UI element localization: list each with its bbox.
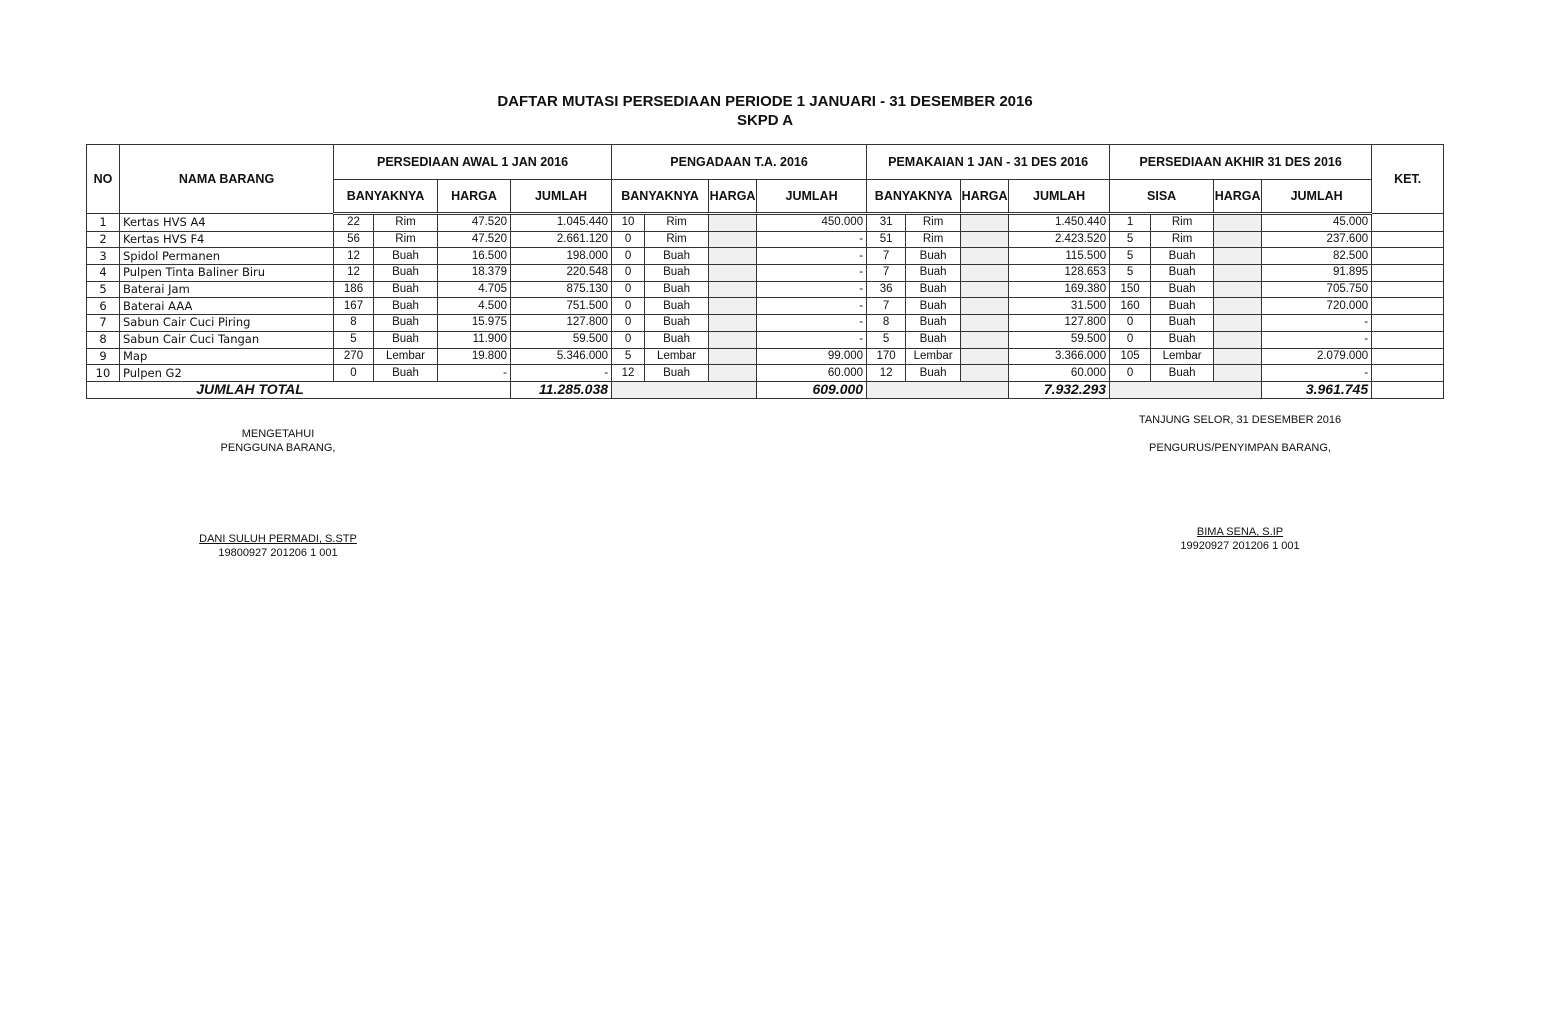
row-nama-barang: Sabun Cair Cuci Tangan <box>120 331 334 348</box>
header-pengadaan-banyaknya: BANYAKNYA <box>612 180 709 214</box>
row-awal-jumlah: 59.500 <box>511 331 612 348</box>
row-awal-qty: 186 <box>334 281 374 298</box>
row-ket <box>1372 298 1444 315</box>
row-pemakaian-unit: Buah <box>906 331 961 348</box>
row-pengadaan-qty: 0 <box>612 248 645 265</box>
row-pemakaian-unit: Buah <box>906 281 961 298</box>
row-pemakaian-jumlah: 115.500 <box>1009 248 1110 265</box>
row-akhir-unit: Buah <box>1151 281 1214 298</box>
row-pengadaan-harga <box>709 231 757 248</box>
row-akhir-harga <box>1214 281 1262 298</box>
row-akhir-jumlah: 237.600 <box>1262 231 1372 248</box>
row-awal-unit: Lembar <box>374 348 438 365</box>
total-row <box>87 381 1444 398</box>
row-ket <box>1372 365 1444 382</box>
row-nama-barang: Pulpen Tinta Baliner Biru <box>120 265 334 282</box>
total-pemakaian-blank <box>867 381 1009 398</box>
row-no: 9 <box>87 348 120 365</box>
row-akhir-harga <box>1214 315 1262 332</box>
table-row <box>87 298 1444 315</box>
row-awal-unit: Buah <box>374 365 438 382</box>
row-akhir-jumlah: 82.500 <box>1262 248 1372 265</box>
header-akhir-sisa: SISA <box>1110 180 1214 214</box>
header-persediaan-awal: PERSEDIAAN AWAL 1 JAN 2016 <box>334 145 612 180</box>
row-pengadaan-unit: Buah <box>645 265 709 282</box>
row-akhir-harga <box>1214 348 1262 365</box>
row-awal-unit: Buah <box>374 281 438 298</box>
row-akhir-qty: 0 <box>1110 315 1151 332</box>
row-akhir-harga <box>1214 365 1262 382</box>
row-nama-barang: Baterai Jam <box>120 281 334 298</box>
header-persediaan-akhir: PERSEDIAAN AKHIR 31 DES 2016 <box>1110 145 1372 180</box>
header-ket: KET. <box>1372 145 1444 214</box>
header-awal-harga: HARGA <box>438 180 511 214</box>
row-pengadaan-unit: Rim <box>645 214 709 232</box>
row-pengadaan-unit: Lembar <box>645 348 709 365</box>
total-ket <box>1372 381 1444 398</box>
row-pengadaan-jumlah: - <box>757 248 867 265</box>
row-pengadaan-jumlah: - <box>757 315 867 332</box>
row-pemakaian-unit: Rim <box>906 231 961 248</box>
row-awal-jumlah: 875.130 <box>511 281 612 298</box>
row-akhir-qty: 5 <box>1110 265 1151 282</box>
row-awal-qty: 5 <box>334 331 374 348</box>
row-awal-unit: Rim <box>374 214 438 232</box>
row-akhir-jumlah: - <box>1262 331 1372 348</box>
row-akhir-jumlah: 2.079.000 <box>1262 348 1372 365</box>
row-pemakaian-unit: Rim <box>906 214 961 232</box>
row-akhir-harga <box>1214 214 1262 232</box>
row-pengadaan-harga <box>709 365 757 382</box>
row-pemakaian-qty: 51 <box>867 231 906 248</box>
row-ket <box>1372 281 1444 298</box>
table-row <box>87 265 1444 282</box>
row-pengadaan-harga <box>709 281 757 298</box>
row-pengadaan-jumlah: - <box>757 231 867 248</box>
header-no: NO <box>87 145 120 214</box>
total-pengadaan-jumlah: 609.000 <box>757 381 867 398</box>
row-akhir-harga <box>1214 298 1262 315</box>
table-row <box>87 231 1444 248</box>
row-akhir-unit: Lembar <box>1151 348 1214 365</box>
row-awal-jumlah: 127.800 <box>511 315 612 332</box>
row-ket <box>1372 331 1444 348</box>
row-akhir-qty: 105 <box>1110 348 1151 365</box>
row-pengadaan-unit: Buah <box>645 315 709 332</box>
document-subtitle: SKPD A <box>736 112 794 129</box>
row-pengadaan-qty: 10 <box>612 214 645 232</box>
row-awal-jumlah: 2.661.120 <box>511 231 612 248</box>
header-pengadaan-jumlah: JUMLAH <box>757 180 867 214</box>
row-pemakaian-jumlah: 31.500 <box>1009 298 1110 315</box>
header-pengadaan: PENGADAAN T.A. 2016 <box>612 145 867 180</box>
row-ket <box>1372 214 1444 232</box>
row-no: 4 <box>87 265 120 282</box>
row-pemakaian-jumlah: 1.450.440 <box>1009 214 1110 232</box>
header-akhir-harga: HARGA <box>1214 180 1262 214</box>
row-akhir-qty: 160 <box>1110 298 1151 315</box>
row-pemakaian-jumlah: 127.800 <box>1009 315 1110 332</box>
row-awal-qty: 270 <box>334 348 374 365</box>
row-pengadaan-qty: 0 <box>612 231 645 248</box>
row-pemakaian-unit: Buah <box>906 265 961 282</box>
row-akhir-unit: Buah <box>1151 298 1214 315</box>
total-pengadaan-blank <box>612 381 757 398</box>
row-awal-unit: Buah <box>374 298 438 315</box>
header-pemakaian: PEMAKAIAN 1 JAN - 31 DES 2016 <box>867 145 1110 180</box>
row-akhir-jumlah: 45.000 <box>1262 214 1372 232</box>
row-akhir-qty: 5 <box>1110 231 1151 248</box>
row-pengadaan-qty: 0 <box>612 265 645 282</box>
row-nama-barang: Baterai AAA <box>120 298 334 315</box>
row-no: 1 <box>87 214 120 232</box>
table-row <box>87 214 1444 232</box>
row-pemakaian-harga <box>961 214 1009 232</box>
row-pengadaan-harga <box>709 315 757 332</box>
row-pengadaan-harga <box>709 265 757 282</box>
row-pemakaian-unit: Buah <box>906 248 961 265</box>
row-awal-harga: 16.500 <box>438 248 511 265</box>
row-awal-jumlah: 751.500 <box>511 298 612 315</box>
row-awal-unit: Buah <box>374 248 438 265</box>
row-pengadaan-jumlah: - <box>757 265 867 282</box>
row-pemakaian-jumlah: 59.500 <box>1009 331 1110 348</box>
row-awal-qty: 56 <box>334 231 374 248</box>
row-awal-jumlah: 5.346.000 <box>511 348 612 365</box>
header-pemakaian-harga: HARGA <box>961 180 1009 214</box>
row-akhir-unit: Buah <box>1151 315 1214 332</box>
row-akhir-qty: 0 <box>1110 331 1151 348</box>
signature-left-line1: MENGETAHUI <box>241 428 315 440</box>
row-akhir-harga <box>1214 331 1262 348</box>
row-pemakaian-harga <box>961 281 1009 298</box>
row-awal-jumlah: 1.045.440 <box>511 214 612 232</box>
header-pengadaan-harga: HARGA <box>709 180 757 214</box>
table-row <box>87 281 1444 298</box>
row-ket <box>1372 248 1444 265</box>
total-pemakaian-jumlah: 7.932.293 <box>1009 381 1110 398</box>
row-pengadaan-unit: Rim <box>645 231 709 248</box>
row-pemakaian-qty: 7 <box>867 298 906 315</box>
row-pengadaan-unit: Buah <box>645 298 709 315</box>
row-awal-harga: 4.705 <box>438 281 511 298</box>
header-akhir-jumlah: JUMLAH <box>1262 180 1372 214</box>
total-akhir-jumlah: 3.961.745 <box>1262 381 1372 398</box>
row-awal-unit: Rim <box>374 231 438 248</box>
row-awal-unit: Buah <box>374 315 438 332</box>
row-pengadaan-qty: 12 <box>612 365 645 382</box>
row-pengadaan-harga <box>709 248 757 265</box>
row-pemakaian-qty: 170 <box>867 348 906 365</box>
row-pemakaian-harga <box>961 315 1009 332</box>
row-pengadaan-qty: 0 <box>612 331 645 348</box>
row-awal-qty: 12 <box>334 265 374 282</box>
row-nama-barang: Kertas HVS A4 <box>120 214 334 232</box>
total-akhir-blank <box>1110 381 1262 398</box>
row-akhir-jumlah: - <box>1262 365 1372 382</box>
row-awal-qty: 8 <box>334 315 374 332</box>
table-row <box>87 365 1444 382</box>
row-pemakaian-harga <box>961 265 1009 282</box>
total-awal-jumlah: 11.285.038 <box>511 381 612 398</box>
row-akhir-qty: 5 <box>1110 248 1151 265</box>
row-ket <box>1372 265 1444 282</box>
row-akhir-qty: 0 <box>1110 365 1151 382</box>
row-ket <box>1372 315 1444 332</box>
signature-left-line2: PENGGUNA BARANG, <box>220 442 336 454</box>
table-row <box>87 331 1444 348</box>
row-awal-harga: 4.500 <box>438 298 511 315</box>
row-akhir-unit: Buah <box>1151 248 1214 265</box>
row-awal-unit: Buah <box>374 265 438 282</box>
row-awal-harga: 47.520 <box>438 231 511 248</box>
row-akhir-unit: Rim <box>1151 214 1214 232</box>
row-pemakaian-jumlah: 60.000 <box>1009 365 1110 382</box>
row-nama-barang: Map <box>120 348 334 365</box>
row-nama-barang: Kertas HVS F4 <box>120 231 334 248</box>
row-akhir-harga <box>1214 231 1262 248</box>
row-awal-qty: 167 <box>334 298 374 315</box>
row-pengadaan-harga <box>709 298 757 315</box>
row-akhir-harga <box>1214 265 1262 282</box>
signature-right <box>1120 413 1360 553</box>
row-pemakaian-harga <box>961 348 1009 365</box>
row-pemakaian-harga <box>961 365 1009 382</box>
row-pemakaian-jumlah: 2.423.520 <box>1009 231 1110 248</box>
row-pemakaian-jumlah: 169.380 <box>1009 281 1110 298</box>
row-no: 10 <box>87 365 120 382</box>
document-title: DAFTAR MUTASI PERSEDIAAN PERIODE 1 JANUARI - 31 DESEMBER 2016 <box>497 93 1033 110</box>
header-awal-banyaknya: BANYAKNYA <box>334 180 438 214</box>
row-akhir-unit: Rim <box>1151 231 1214 248</box>
row-awal-harga: 15.975 <box>438 315 511 332</box>
row-pemakaian-jumlah: 128.653 <box>1009 265 1110 282</box>
signature-left <box>178 427 378 560</box>
row-pemakaian-qty: 7 <box>867 248 906 265</box>
row-pemakaian-harga <box>961 298 1009 315</box>
row-akhir-jumlah: 720.000 <box>1262 298 1372 315</box>
row-awal-qty: 0 <box>334 365 374 382</box>
header-pemakaian-banyaknya: BANYAKNYA <box>867 180 961 214</box>
row-pengadaan-jumlah: 450.000 <box>757 214 867 232</box>
row-awal-harga: 47.520 <box>438 214 511 232</box>
row-awal-harga: 18.379 <box>438 265 511 282</box>
row-nama-barang: Sabun Cair Cuci Piring <box>120 315 334 332</box>
row-pemakaian-harga <box>961 231 1009 248</box>
row-no: 3 <box>87 248 120 265</box>
row-pemakaian-unit: Buah <box>906 298 961 315</box>
row-pemakaian-qty: 31 <box>867 214 906 232</box>
signature-left-name: DANI SULUH PERMADI, S.STP <box>199 533 357 545</box>
row-pengadaan-jumlah: - <box>757 331 867 348</box>
row-pengadaan-unit: Buah <box>645 248 709 265</box>
header-awal-jumlah: JUMLAH <box>511 180 612 214</box>
row-ket <box>1372 348 1444 365</box>
row-pemakaian-unit: Buah <box>906 365 961 382</box>
row-no: 5 <box>87 281 120 298</box>
row-awal-harga: - <box>438 365 511 382</box>
row-pengadaan-jumlah: - <box>757 298 867 315</box>
table-row <box>87 315 1444 332</box>
row-pengadaan-unit: Buah <box>645 281 709 298</box>
row-akhir-qty: 1 <box>1110 214 1151 232</box>
signature-right-place-date: TANJUNG SELOR, 31 DESEMBER 2016 <box>1138 414 1342 426</box>
row-awal-qty: 12 <box>334 248 374 265</box>
inventory-mutation-table <box>86 144 1444 399</box>
total-label: JUMLAH TOTAL <box>87 381 511 398</box>
row-awal-harga: 11.900 <box>438 331 511 348</box>
row-awal-unit: Buah <box>374 331 438 348</box>
row-akhir-jumlah: 91.895 <box>1262 265 1372 282</box>
row-pengadaan-harga <box>709 331 757 348</box>
row-pengadaan-harga <box>709 348 757 365</box>
row-pemakaian-qty: 12 <box>867 365 906 382</box>
row-pengadaan-qty: 0 <box>612 298 645 315</box>
row-pemakaian-harga <box>961 248 1009 265</box>
row-pengadaan-harga <box>709 214 757 232</box>
row-awal-jumlah: 198.000 <box>511 248 612 265</box>
signature-right-name: BIMA SENA, S.IP <box>1196 526 1284 538</box>
row-ket <box>1372 231 1444 248</box>
row-pengadaan-unit: Buah <box>645 331 709 348</box>
row-pengadaan-unit: Buah <box>645 365 709 382</box>
row-pemakaian-qty: 8 <box>867 315 906 332</box>
row-pengadaan-qty: 0 <box>612 315 645 332</box>
table-row <box>87 348 1444 365</box>
row-nama-barang: Pulpen G2 <box>120 365 334 382</box>
row-pemakaian-unit: Lembar <box>906 348 961 365</box>
row-pemakaian-qty: 7 <box>867 265 906 282</box>
header-pemakaian-jumlah: JUMLAH <box>1009 180 1110 214</box>
row-pemakaian-unit: Buah <box>906 315 961 332</box>
row-akhir-jumlah: - <box>1262 315 1372 332</box>
row-pengadaan-jumlah: 99.000 <box>757 348 867 365</box>
row-no: 7 <box>87 315 120 332</box>
row-pengadaan-qty: 0 <box>612 281 645 298</box>
row-akhir-jumlah: 705.750 <box>1262 281 1372 298</box>
row-nama-barang: Spidol Permanen <box>120 248 334 265</box>
row-awal-jumlah: - <box>511 365 612 382</box>
row-pemakaian-harga <box>961 331 1009 348</box>
row-awal-jumlah: 220.548 <box>511 265 612 282</box>
signature-left-nip: 19800927 201206 1 001 <box>218 547 338 559</box>
row-akhir-unit: Buah <box>1151 265 1214 282</box>
row-no: 6 <box>87 298 120 315</box>
signature-right-role: PENGURUS/PENYIMPAN BARANG, <box>1149 442 1331 454</box>
table-row <box>87 248 1444 265</box>
row-pengadaan-jumlah: 60.000 <box>757 365 867 382</box>
row-pengadaan-qty: 5 <box>612 348 645 365</box>
row-awal-harga: 19.800 <box>438 348 511 365</box>
row-pemakaian-jumlah: 3.366.000 <box>1009 348 1110 365</box>
row-no: 8 <box>87 331 120 348</box>
row-akhir-harga <box>1214 248 1262 265</box>
row-no: 2 <box>87 231 120 248</box>
row-pengadaan-jumlah: - <box>757 281 867 298</box>
row-akhir-qty: 150 <box>1110 281 1151 298</box>
header-nama-barang: NAMA BARANG <box>120 145 334 214</box>
signature-right-nip: 19920927 201206 1 001 <box>1180 540 1300 552</box>
row-pemakaian-qty: 36 <box>867 281 906 298</box>
row-awal-qty: 22 <box>334 214 374 232</box>
row-pemakaian-qty: 5 <box>867 331 906 348</box>
row-akhir-unit: Buah <box>1151 331 1214 348</box>
row-akhir-unit: Buah <box>1151 365 1214 382</box>
